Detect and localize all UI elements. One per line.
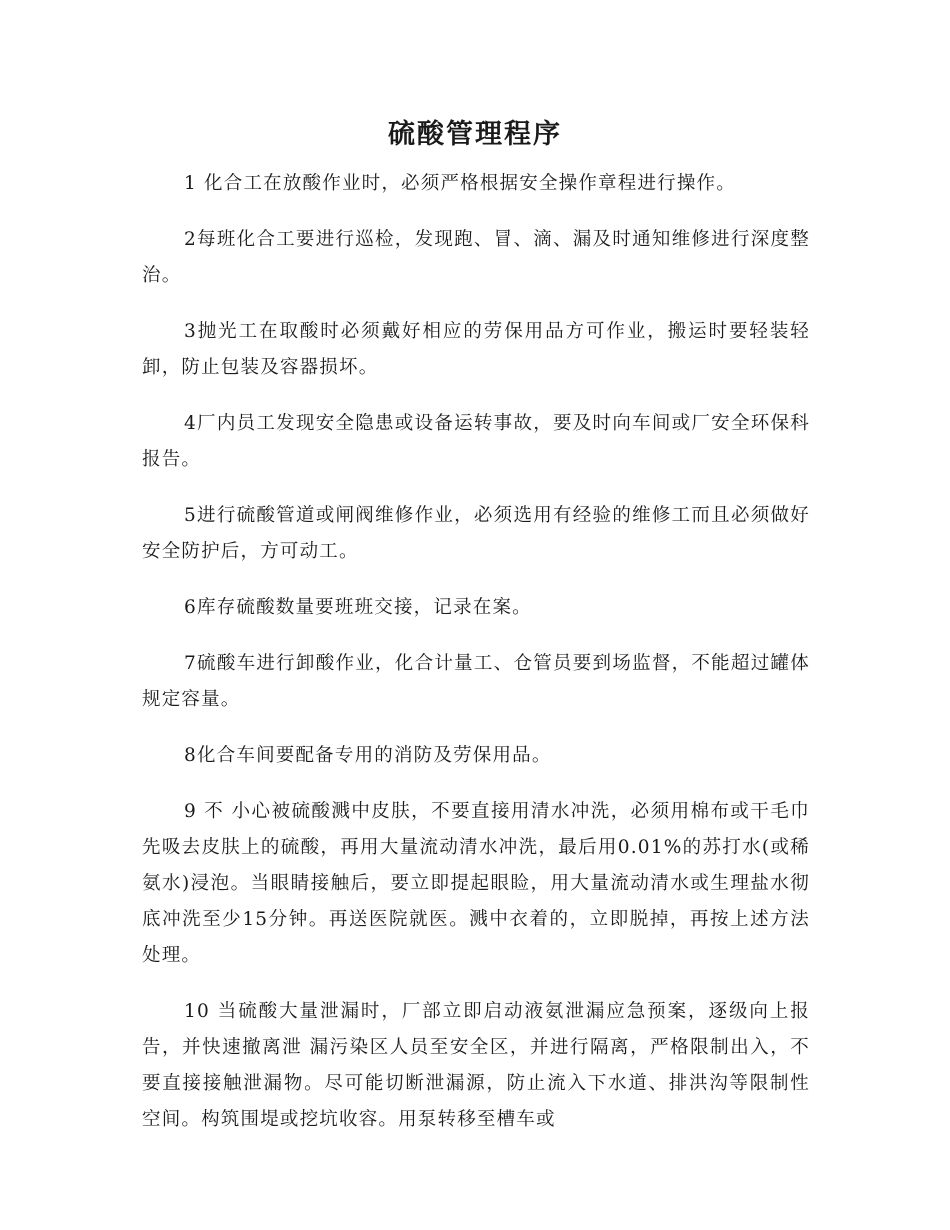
paragraph-8: 8化合车间要配备专用的消防及劳保用品。: [184, 745, 552, 766]
paragraph-5: 5进行硫酸管道或闸阀维修作业，必须选用有经验的维修工而且必须做好安全防护后，方可动工。: [142, 505, 810, 562]
paragraph-6: 6库存硫酸数量要班班交接，记录在案。: [184, 597, 532, 618]
paragraph-4: 4厂内员工发现安全隐患或设备运转事故，要及时向车间或厂安全环保科报告。: [142, 413, 810, 470]
paragraph-9: 9 不 小心被硫酸溅中皮肤，不要直接用清水冲洗，必须用棉布或干毛巾先吸去皮肤上的硫酸，再用大量流动清水冲洗，最后用0.01%的苏打水(或稀氨水)浸泡。当眼睛接触后，要立即提起眼睑，用大量流动清水或生理盐水彻底冲洗至少15分钟。再送医院就医。溅中衣着的，立即脱掉，再按上述方法处理。: [142, 801, 810, 966]
document-title: 硫酸管理程序: [388, 119, 562, 150]
paragraph-3: 3抛光工在取酸时必须戴好相应的劳保用品方可作业，搬运时要轻装轻卸，防止包装及容器损坏。: [142, 321, 810, 378]
paragraph-2: 2每班化合工要进行巡检，发现跑、冒、滴、漏及时通知维修进行深度整治。: [142, 229, 810, 286]
paragraph-7: 7硫酸车进行卸酸作业，化合计量工、仓管员要到场监督，不能超过罐体规定容量。: [142, 653, 810, 710]
paragraph-10: 10 当硫酸大量泄漏时，厂部立即启动液氨泄漏应急预案，逐级向上报告，并快速撤离泄 漏污染区人员至安全区，并进行隔离，严格限制出入，不要直接接触泄漏物。尽可能切断泄漏源，防止流入下水道、排洪沟等限制性空间。构筑围堤或挖坑收容。用泵转移至槽车或: [142, 1001, 810, 1130]
paragraph-1: 1 化合工在放酸作业时，必须严格根据安全操作章程进行操作。: [184, 173, 736, 194]
document-body: [142, 166, 810, 1158]
